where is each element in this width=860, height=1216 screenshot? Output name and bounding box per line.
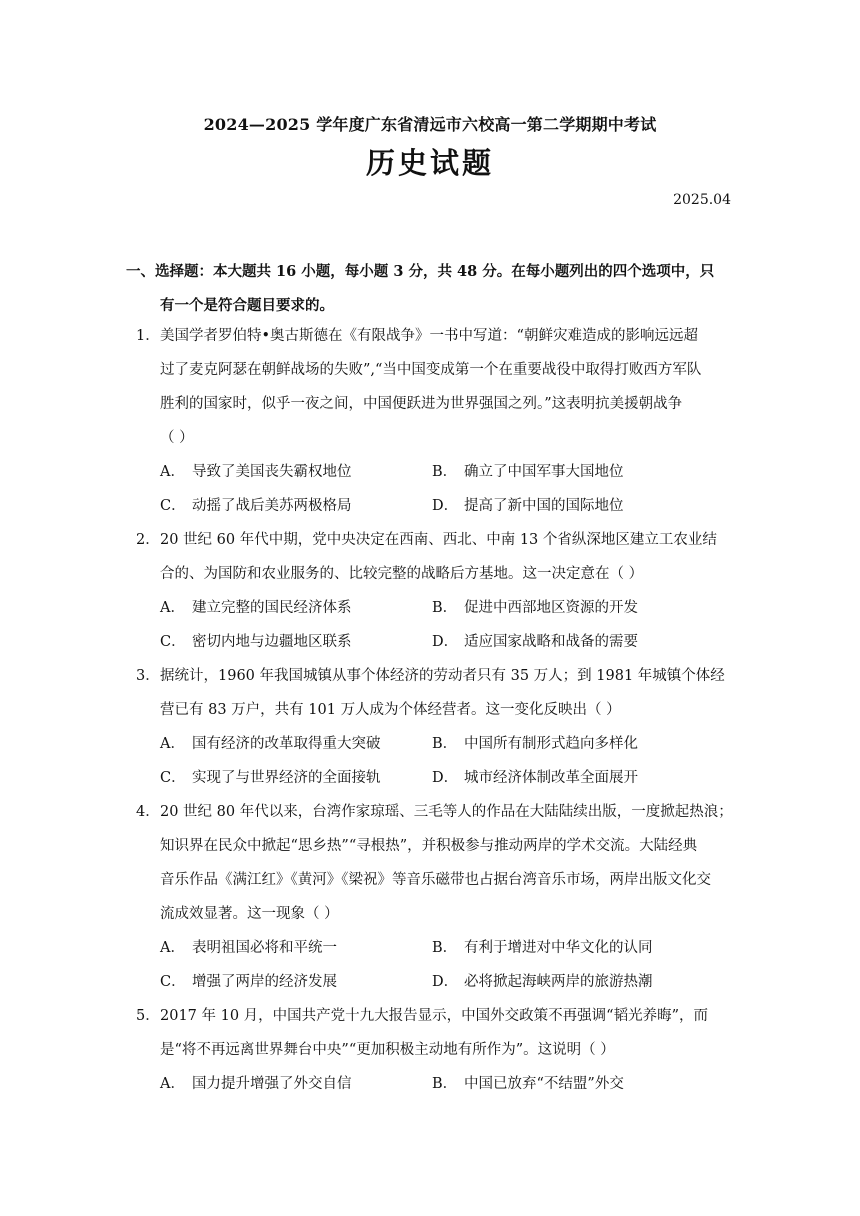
question-number: 2． [136, 532, 160, 548]
question-number: 1． [136, 328, 160, 344]
question-text: 据统计，1960 年我国城镇从事个体经济的劳动者只有 35 万人；到 1981 年城镇个体经 [160, 668, 725, 684]
question-3 [136, 659, 736, 795]
option-d: D． 提高了新中国的国际地位 [432, 498, 624, 514]
question-text: 音乐作品《满江红》《黄河》《梁祝》等音乐磁带也占据台湾音乐市场，两岸出版文化交 [160, 872, 711, 888]
exam-title: 2024—2025 学年度广东省清远市六校高一第二学期期中考试 [203, 115, 657, 134]
section-heading-line-2: 有一个是符合题目要求的。 [160, 297, 334, 314]
option-b: B． 确立了中国军事大国地位 [432, 464, 624, 480]
question-number: 3． [136, 668, 160, 684]
question-text: 20 世纪 60 年代中期，党中央决定在西南、西北、中南 13 个省纵深地区建立工农业结 [160, 532, 717, 548]
option-b: B． 中国所有制形式趋向多样化 [432, 736, 638, 752]
question-text: 合的、为国防和农业服务的、比较完整的战略后方基地。这一决定意在（ ） [160, 566, 644, 582]
question-text: 20 世纪 80 年代以来，台湾作家琼瑶、三毛等人的作品在大陆陆续出版，一度掀起热浪； [160, 804, 733, 820]
option-a: A． 国力提升增强了外交自信 [160, 1076, 352, 1092]
option-a: A． 国有经济的改革取得重大突破 [160, 736, 381, 752]
question-number: 5． [136, 1008, 160, 1024]
question-5 [136, 999, 736, 1101]
question-number: 4． [136, 804, 160, 820]
section-heading [126, 255, 736, 323]
option-c: C． 密切内地与边疆地区联系 [160, 634, 352, 650]
question-text: 2017 年 10 月，中国共产党十九大报告显示，中国外交政策不再强调“韬光养晦”，而 [160, 1008, 709, 1024]
question-text: 胜利的国家时，似乎一夜之间，中国便跃进为世界强国之列。”这表明抗美援朝战争 [160, 396, 683, 412]
section-heading-line-1: 一、选择题：本大题共 16 小题，每小题 3 分，共 48 分。在每小题列出的四个选项中，只 [126, 263, 715, 280]
question-text: 营已有 83 万户，共有 101 万人成为个体经营者。这一变化反映出（ ） [160, 702, 621, 718]
option-b: B． 中国已放弃“不结盟”外交 [432, 1076, 624, 1092]
question-text: 美国学者罗伯特•奥古斯德在《有限战争》一书中写道：“朝鲜灾难造成的影响远远超 [160, 328, 698, 344]
question-text: 是“将不再远离世界舞台中央”“更加积极主动地有所作为”。这说明（ ） [160, 1042, 615, 1058]
exam-date: 2025.04 [673, 192, 731, 208]
answer-blank: （ ） [160, 430, 194, 446]
option-d: D． 城市经济体制改革全面展开 [432, 770, 638, 786]
question-text: 流成效显著。这一现象（ ） [160, 906, 339, 922]
option-c: C． 动摇了战后美苏两极格局 [160, 498, 352, 514]
question-text: 知识界在民众中掀起“思乡热”“寻根热”，并积极参与推动两岸的学术交流。大陆经典 [160, 838, 698, 854]
option-a: A． 建立完整的国民经济体系 [160, 600, 352, 616]
option-b: B． 促进中西部地区资源的开发 [432, 600, 638, 616]
option-c: C． 增强了两岸的经济发展 [160, 974, 337, 990]
question-text: 过了麦克阿瑟在朝鲜战场的失败”,“当中国变成第一个在重要战役中取得打败西方军队 [160, 362, 702, 378]
subject-title: 历史试题 [365, 146, 494, 180]
option-a: A． 表明祖国必将和平统一 [160, 940, 337, 956]
option-d: D． 必将掀起海峡两岸的旅游热潮 [432, 974, 653, 990]
option-a: A． 导致了美国丧失霸权地位 [160, 464, 352, 480]
question-4 [136, 795, 736, 999]
question-list [136, 319, 736, 1101]
option-c: C． 实现了与世界经济的全面接轨 [160, 770, 381, 786]
option-d: D． 适应国家战略和战备的需要 [432, 634, 638, 650]
option-b: B． 有利于增进对中华文化的认同 [432, 940, 653, 956]
question-1 [136, 319, 736, 523]
question-2 [136, 523, 736, 659]
